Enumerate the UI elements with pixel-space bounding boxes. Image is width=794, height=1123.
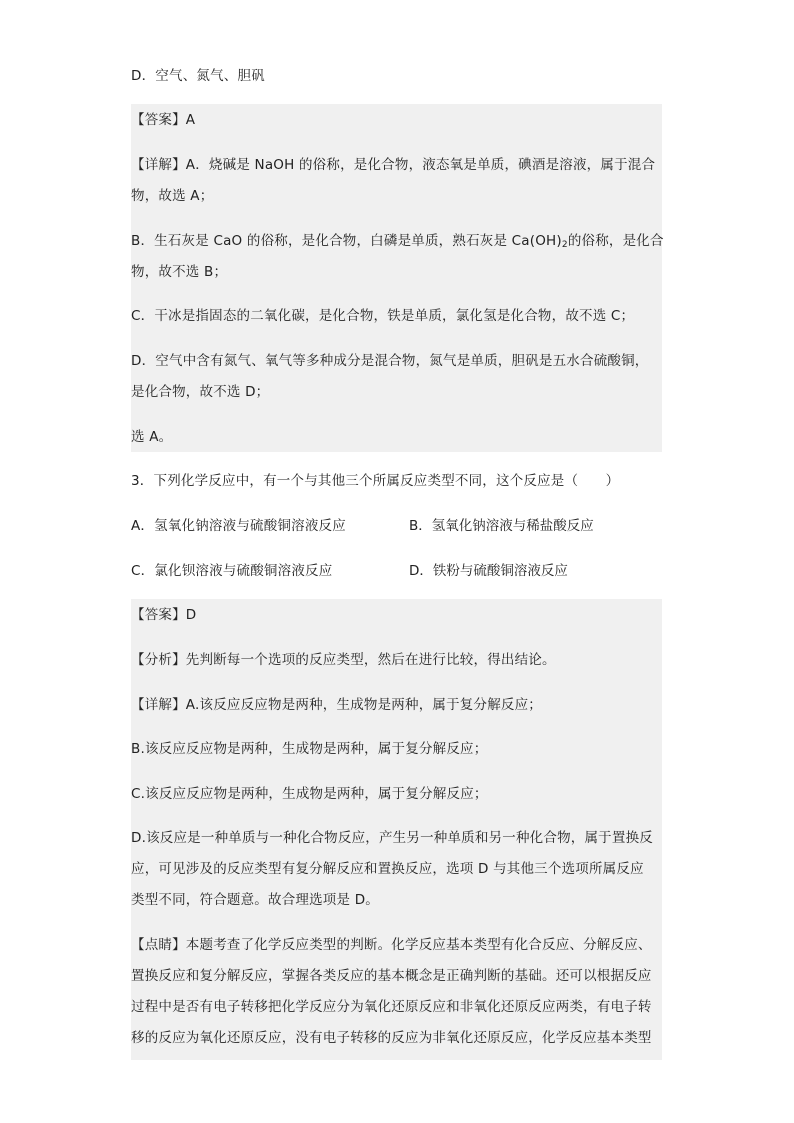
q3-detail-b: B.该反应反应物是两种，生成物是两种，属于复分解反应； bbox=[131, 741, 488, 757]
q2-detail-a-line2: 物，故选 A； bbox=[131, 188, 214, 204]
q3-comment-line3: 过程中是否有电子转移把化学反应分为氧化还原反应和非氧化还原反应两类，有电子转 bbox=[131, 999, 652, 1015]
q2-detail-c: C．干冰是指固态的二氧化碳，是化合物，铁是单质，氯化氢是化合物，故不选 C； bbox=[131, 308, 635, 324]
q3-detail-c: C.该反应反应物是两种，生成物是两种，属于复分解反应； bbox=[131, 786, 488, 802]
q2-detail-b-line1: B．生石灰是 CaO 的俗称，是化合物，白磷是单质，熟石灰是 $Ca(OH)_2$的俗称，是化合 bbox=[131, 233, 664, 250]
q2-detail-d-line2: 是化合物，故不选 D； bbox=[131, 384, 270, 400]
q2-conclusion: 选 A。 bbox=[131, 429, 173, 445]
q3-detail-d-line3: 类型不同，符合题意。故合理选项是 D。 bbox=[131, 892, 379, 908]
q3-comment-line1: 【点睛】本题考查了化学反应类型的判断。化学反应基本类型有化合反应、分解反应、 bbox=[131, 937, 652, 953]
q3-analysis: 【分析】先判断每一个选项的反应类型，然后在进行比较，得出结论。 bbox=[131, 652, 556, 668]
q3-stem: 3．下列化学反应中，有一个与其他三个所属反应类型不同，这个反应是（ ） bbox=[131, 473, 620, 489]
q3-detail-a: 【详解】A.该反应反应物是两种，生成物是两种，属于复分解反应； bbox=[131, 697, 542, 713]
q3-option-b: B．氢氧化钠溶液与稀盐酸反应 bbox=[409, 518, 594, 534]
q3-option-c: C．氯化钡溶液与硫酸铜溶液反应 bbox=[131, 563, 333, 579]
q2-detail-d-line1: D．空气中含有氮气、氧气等多种成分是混合物，氮气是单质，胆矾是五水合硫酸铜， bbox=[131, 353, 649, 369]
q3-answer: 【答案】D bbox=[131, 607, 197, 623]
q2-answer: 【答案】A bbox=[131, 112, 196, 128]
q3-comment-line2: 置换反应和复分解反应，掌握各类反应的基本概念是正确判断的基础。还可以根据反应 bbox=[131, 968, 652, 984]
q2-detail-b-line2: 物，故不选 B； bbox=[131, 264, 228, 280]
q3-option-a: A．氢氧化钠溶液与硫酸铜溶液反应 bbox=[131, 518, 346, 534]
q3-detail-d-line1: D.该反应是一种单质与一种化合物反应，产生另一种单质和另一种化合物，属于置换反 bbox=[131, 830, 653, 846]
q3-detail-d-line2: 应，可见涉及的反应类型有复分解反应和置换反应，选项 D 与其他三个选项所属反应 bbox=[131, 861, 644, 877]
q2-detail-a-line1: 【详解】A．烧碱是 NaOH 的俗称，是化合物，液态氧是单质，碘酒是溶液，属于混合 bbox=[131, 157, 656, 173]
q2-option-d: D．空气、氮气、胆矾 bbox=[131, 68, 265, 84]
q3-option-d: D．铁粉与硫酸铜溶液反应 bbox=[409, 563, 568, 579]
q3-comment-line4: 移的反应为氧化还原反应，没有电子转移的反应为非氧化还原反应，化学反应基本类型 bbox=[131, 1030, 652, 1046]
